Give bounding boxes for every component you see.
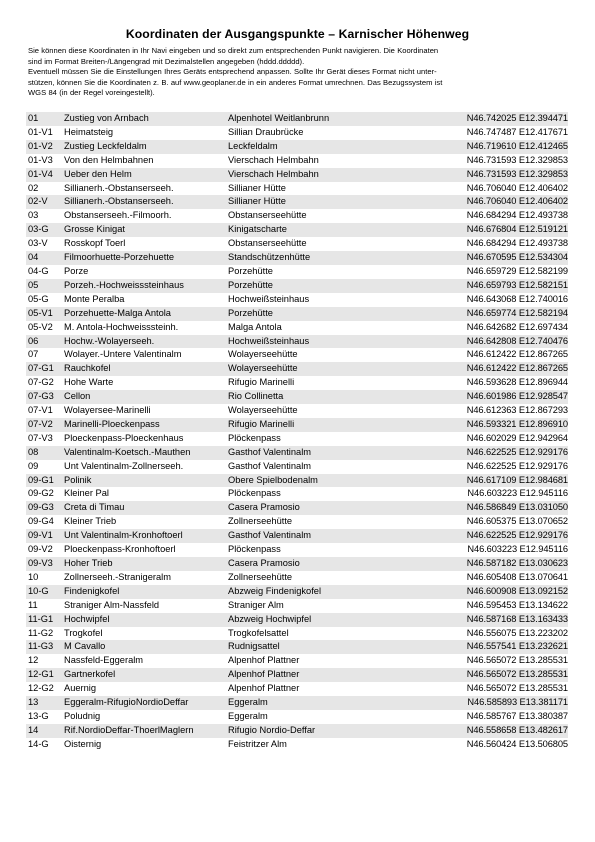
coordinates-cell: N46.622525 E12.929176 [428,529,568,543]
stage-number-cell: 05-G [28,293,49,304]
route-name-cell: Ueber den Helm [62,168,226,182]
coordinates-cell: N46.659729 E12.582199 [466,265,568,276]
route-name-cell: Unt Valentinalm-Kronhoftoerl [62,529,226,543]
stage-number-cell: 10-G [26,585,62,599]
stage-number-cell: 09-V1 [26,529,62,543]
table-row [26,668,568,682]
coordinates-cell: N46.565072 E13.285531 [466,655,568,666]
start-point-cell: Wolayerseehütte [226,362,428,376]
route-name-cell: Gartnerkofel [62,668,226,682]
route-name-cell: Ploeckenpass-Ploeckenhaus [64,432,184,443]
route-name-cell: Poludnig [64,710,101,721]
table-row [26,126,568,140]
table-row [26,640,568,654]
route-name-cell: Von den Helmbahnen [64,154,154,165]
route-name-cell: Polinik [62,474,226,488]
table-row [26,432,568,446]
route-name-cell: Nassfeld-Eggeralm [64,655,144,666]
table-row [26,307,568,321]
stage-number-cell: 04-G [28,265,49,276]
stage-number-cell: 01-V1 [28,126,53,137]
table-row [26,154,568,168]
start-point-cell: Zollnerseehütte [228,516,293,527]
stage-number-cell: 07-G2 [28,377,54,388]
table-row [26,446,568,460]
route-name-cell: Sillianerh.-Obstanserseeh. [64,182,174,193]
stage-number-cell: 07-V3 [28,432,53,443]
table-row [26,696,568,710]
route-name-cell: Kleiner Trieb [64,516,117,527]
start-point-cell: Sillianer Hütte [226,195,428,209]
start-point-cell: Abzweig Findenigkofel [226,585,428,599]
coordinates-cell: N46.684294 E12.493738 [466,238,568,249]
stage-number-cell: 08 [26,446,62,460]
coordinates-cell: N46.642808 E12.740476 [428,335,568,349]
coordinates-cell: N46.601986 E12.928547 [428,390,568,404]
start-point-cell: Zollnerseehütte [228,571,293,582]
start-point-cell: Rifugio Nordio-Deffar [226,724,428,738]
route-name-cell: Porze [64,265,89,276]
route-name-cell: Valentinalm-Koetsch.-Mauthen [62,446,226,460]
table-row [26,529,568,543]
stage-number-cell: 14-G [28,738,49,749]
stage-number-cell: 07-G3 [26,390,62,404]
stage-number-cell: 11 [28,599,38,610]
route-name-cell: Findenigkofel [62,585,226,599]
coordinates-cell: N46.659793 E12.582151 [428,279,568,293]
start-point-cell: Plöckenpass [228,432,281,443]
coordinates-cell: N46.585767 E13.380387 [466,710,568,721]
start-point-cell: Sillian Draubrücke [228,126,304,137]
route-name-cell: Wolayersee-Marinelli [64,405,151,416]
coordinates-cell: N46.565072 E13.285531 [428,668,568,682]
stage-number-cell: 11-G3 [26,640,62,654]
route-name-cell: Trogkofel [64,627,103,638]
stage-number-cell: 07-G1 [26,362,62,376]
route-name-cell: M Cavallo [62,640,226,654]
coordinates-cell: N46.593628 E12.896944 [466,377,568,388]
start-point-cell: Obere Spielbodenalm [226,474,428,488]
stage-number-cell: 05-V1 [26,307,62,321]
coordinates-cell: N46.642682 E12.697434 [466,321,568,332]
route-name-cell: Zustieg Leckfeldalm [62,140,226,154]
table-row [26,140,568,154]
table-row [26,348,568,362]
stage-number-cell: 11-G2 [28,627,54,638]
route-name-cell: Kleiner Pal [64,488,109,499]
coordinates-cell: N46.603223 E12.945116 [467,544,568,555]
route-name-cell: Filmoorhuette-Porzehuette [62,251,226,265]
route-name-cell: Rosskopf Toerl [64,238,126,249]
table-row [26,613,568,627]
coordinates-cell: N46.557541 E13.232621 [428,640,568,654]
start-point-cell: Wolayerseehütte [228,349,298,360]
coordinates-cell: N46.659774 E12.582194 [428,307,568,321]
page-title: Koordinaten der Ausgangspunkte – Karnischer Höhenweg [125,27,470,41]
route-name-cell: Monte Peralba [64,293,125,304]
route-name-cell: Obstanserseeh.-Filmoorh. [64,210,172,221]
start-point-cell: Alpenhof Plattner [228,655,300,666]
stage-number-cell: 03-G [26,223,62,237]
start-point-cell: Hochweißsteinhaus [228,293,310,304]
table-row [26,738,568,752]
start-point-cell: Gasthof Valentinalm [226,529,428,543]
route-name-cell: Marinelli-Ploeckenpass [62,418,226,432]
route-name-cell: Rauchkofel [62,362,226,376]
route-name-cell: Zollnerseeh.-Stranigeralm [64,571,171,582]
table-row [26,515,568,529]
coordinates-cell: N46.706040 E12.406402 [466,182,568,193]
start-point-cell: Kinigatscharte [226,223,428,237]
table-row [26,460,568,474]
table-row [26,376,568,390]
start-point-cell: Porzehütte [226,279,428,293]
coordinates-cell: N46.622525 E12.929176 [466,460,568,471]
start-point-cell: Vierschach Helmbahn [226,168,428,182]
stage-number-cell: 03-V [28,238,48,249]
route-name-cell: Creta di Timau [62,501,226,515]
stage-number-cell: 13 [26,696,62,710]
coordinates-cell: N46.676804 E12.519121 [428,223,568,237]
table-row [26,390,568,404]
route-name-cell: Zustieg von Arnbach [62,112,226,126]
stage-number-cell: 09-V3 [26,557,62,571]
coordinates-cell: N46.612422 E12.867265 [428,362,568,376]
table-row [26,237,568,251]
route-name-cell: Hoher Trieb [62,557,226,571]
start-point-cell: Alpenhotel Weitlanbrunn [226,112,428,126]
start-point-cell: Feistritzer Alm [228,738,287,749]
start-point-cell: Alpenhof Plattner [226,668,428,682]
stage-number-cell: 13-G [28,710,49,721]
table-row [26,293,568,307]
stage-number-cell: 05 [26,279,62,293]
coordinates-cell: N46.602029 E12.942964 [466,432,568,443]
route-name-cell: Eggeralm-RifugioNordioDeffar [62,696,226,710]
start-point-cell: Rudnigsattel [226,640,428,654]
coordinates-cell: N46.600908 E13.092152 [428,585,568,599]
start-point-cell: Porzehütte [226,307,428,321]
stage-number-cell: 07-V1 [28,405,53,416]
start-point-cell: Abzweig Hochwipfel [226,613,428,627]
coordinates-cell: N46.731593 E12.329853 [466,154,568,165]
stage-number-cell: 09-V2 [28,544,53,555]
table-row [26,362,568,376]
route-name-cell: Unt Valentinalm-Zollnerseeh. [64,460,184,471]
table-row [26,501,568,515]
coordinates-cell: N46.585893 E13.381171 [428,696,568,710]
route-name-cell: Straniger Alm-Nassfeld [64,599,160,610]
table-row [26,599,568,613]
route-name-cell: Heimatsteig [64,126,114,137]
table-row [26,265,568,279]
start-point-cell: Trogkofelsattel [228,627,289,638]
table-row [26,487,568,501]
start-point-cell: Obstanserseehütte [228,238,307,249]
route-name-cell: M. Antola-Hochweisssteinh. [64,321,179,332]
start-point-cell: Rifugio Marinelli [228,377,295,388]
stage-number-cell: 01-V4 [26,168,62,182]
table-row [26,474,568,488]
route-name-cell: Oisternig [64,738,102,749]
start-point-cell: Rifugio Marinelli [226,418,428,432]
coordinates-cell: N46.719610 E12.412465 [428,140,568,154]
route-name-cell: Wolayer.-Untere Valentinalm [64,349,182,360]
start-point-cell: Plöckenpass [228,544,281,555]
table-row [26,209,568,223]
start-point-cell: Vierschach Helmbahn [228,154,319,165]
start-point-cell: Casera Pramosio [226,501,428,515]
route-name-cell: Auernig [64,683,97,694]
table-row [26,279,568,293]
stage-number-cell: 09-G2 [28,488,54,499]
stage-number-cell: 02 [28,182,39,193]
coordinates-cell: N46.565072 E13.285531 [466,683,568,694]
table-row [26,321,568,335]
route-name-cell: Porzehuette-Malga Antola [62,307,226,321]
table-row [26,418,568,432]
coordinates-cell: N46.742025 E12.394471 [428,112,568,126]
stage-number-cell: 06 [26,335,62,349]
route-name-cell: Ploeckenpass-Kronhoftoerl [64,544,176,555]
coordinates-cell: N46.617109 E12.984681 [428,474,568,488]
coordinates-cell: N46.558658 E13.482617 [428,724,568,738]
stage-number-cell: 12 [28,655,39,666]
table-row [26,585,568,599]
start-point-cell: Leckfeldalm [226,140,428,154]
stage-number-cell: 10 [28,571,39,582]
start-point-cell: Sillianer Hütte [228,182,286,193]
stage-number-cell: 04 [26,251,62,265]
coordinates-cell: N46.747487 E12.417671 [466,126,568,137]
table-row [26,682,568,696]
table-row [26,654,568,668]
start-point-cell: Obstanserseehütte [228,210,307,221]
table-row [26,112,568,126]
route-name-cell: Hochwipfel [62,613,226,627]
table-row [26,168,568,182]
route-name-cell: Hohe Warte [64,377,114,388]
route-name-cell: Grosse Kinigat [62,223,226,237]
coordinates-cell: N46.587182 E13.030623 [428,557,568,571]
route-name-cell: Rif.NordioDeffar-ThoerlMaglern [62,724,226,738]
stage-number-cell: 09 [28,460,39,471]
start-point-cell: Gasthof Valentinalm [226,446,428,460]
stage-number-cell: 09-G4 [28,516,54,527]
route-name-cell: Hochw.-Wolayerseeh. [62,335,226,349]
stage-number-cell: 01-V3 [28,154,53,165]
coordinates-table [26,112,568,752]
stage-number-cell: 09-G1 [26,474,62,488]
table-row [26,182,568,196]
stage-number-cell: 01-V2 [26,140,62,154]
coordinates-cell: N46.603223 E12.945116 [467,488,568,499]
stage-number-cell: 07-V2 [26,418,62,432]
start-point-cell: Porzehütte [228,265,273,276]
coordinates-cell: N46.670595 E12.534304 [428,251,568,265]
stage-number-cell: 09-G3 [26,501,62,515]
start-point-cell: Straniger Alm [228,599,284,610]
start-point-cell: Wolayerseehütte [228,405,298,416]
coordinates-cell: N46.622525 E12.929176 [428,446,568,460]
start-point-cell: Standschützenhütte [226,251,428,265]
table-row [26,404,568,418]
intro-paragraph-2: Eventuell müssen Sie die Einstellungen Ihres Geräts entsprechend anpassen. Sollte Ihr Gerät dieses Format nicht unter- stützen, können Sie die Koordinaten z. B. auf www.geoplaner.de in ein anderes Format umrechnen. Das Bezugssystem ist WGS 84 (in der Regel voreingestellt). [28,67,443,98]
start-point-cell: Casera Pramosio [226,557,428,571]
table-row [26,543,568,557]
coordinates-cell: N46.587168 E13.163433 [428,613,568,627]
start-point-cell: Eggeralm [228,710,268,721]
stage-number-cell: 03 [28,210,39,221]
table-row [26,710,568,724]
stage-number-cell: 14 [26,724,62,738]
start-point-cell: Gasthof Valentinalm [228,460,312,471]
route-name-cell: Cellon [62,390,226,404]
intro-text [28,46,568,99]
start-point-cell: Malga Antola [228,321,282,332]
stage-number-cell: 02-V [26,195,62,209]
coordinates-cell: N46.605408 E13.070641 [466,571,568,582]
route-name-cell: Porzeh.-Hochweisssteinhaus [62,279,226,293]
stage-number-cell: 05-V2 [28,321,53,332]
stage-number-cell: 12-G1 [26,668,62,682]
start-point-cell: Eggeralm [226,696,428,710]
coordinates-table-wrap [26,112,568,752]
coordinates-cell: N46.706040 E12.406402 [428,195,568,209]
start-point-cell: Hochweißsteinhaus [226,335,428,349]
coordinates-cell: N46.684294 E12.493738 [466,210,568,221]
table-row [26,627,568,641]
coordinates-cell: N46.593321 E12.896910 [428,418,568,432]
table-row [26,223,568,237]
start-point-cell: Plöckenpass [228,488,281,499]
table-row [26,251,568,265]
start-point-cell: Alpenhof Plattner [228,683,300,694]
start-point-cell: Rio Collinetta [226,390,428,404]
stage-number-cell: 12-G2 [28,683,54,694]
stage-number-cell: 01 [26,112,62,126]
coordinates-cell: N46.643068 E12.740016 [466,293,568,304]
coordinates-cell: N46.595453 E13.134622 [466,599,568,610]
route-name-cell: Sillianerh.-Obstanserseeh. [62,195,226,209]
coordinates-cell: N46.556075 E13.223202 [466,627,568,638]
stage-number-cell: 11-G1 [26,613,62,627]
coordinates-cell: N46.560424 E13.506805 [466,738,568,749]
coordinates-cell: N46.731593 E12.329853 [428,168,568,182]
table-row [26,557,568,571]
stage-number-cell: 07 [28,349,39,360]
table-row [26,571,568,585]
table-row [26,195,568,209]
coordinates-cell: N46.605375 E13.070652 [466,516,568,527]
coordinates-cell: N46.612422 E12.867265 [466,349,568,360]
table-row [26,335,568,349]
coordinates-cell: N46.586849 E13.031050 [428,501,568,515]
coordinates-cell: N46.612363 E12.867293 [466,405,568,416]
table-row [26,724,568,738]
intro-paragraph-1: Sie können diese Koordinaten in Ihr Navi eingeben und so direkt zum entsprechenden Punkt navigieren. Die Koordinaten sind im Format Breiten-/Längengrad mit Dezimalstellen angegeben (hddd.ddddd). [28,46,439,66]
